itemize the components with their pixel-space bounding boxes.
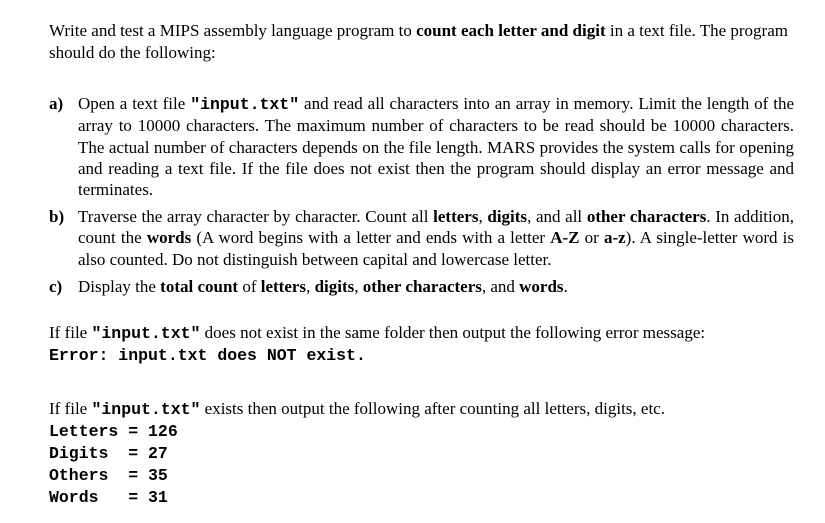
item-c-text-3: , bbox=[306, 277, 315, 296]
item-c-text-5: , and bbox=[481, 277, 520, 296]
missing-file-filename: "input.txt" bbox=[91, 324, 201, 343]
item-c-text-2: of bbox=[238, 277, 261, 296]
item-a-text-1: Open a text file bbox=[78, 94, 191, 113]
intro-text-2: in a text file. The program should do the following: bbox=[49, 21, 788, 62]
item-b-az-upper: A-Z bbox=[550, 228, 580, 248]
item-b-text-4: . In addition, count the bbox=[78, 207, 795, 248]
item-b-words: words bbox=[146, 228, 192, 248]
missing-file-paragraph bbox=[49, 322, 794, 345]
item-b-az-lower: a-z bbox=[603, 228, 626, 248]
item-c-text-6: . bbox=[563, 277, 568, 296]
error-message-line: Error: input.txt does NOT exist. bbox=[49, 346, 366, 365]
item-b-text-2: , bbox=[478, 207, 488, 226]
intro-text-1: Write and test a MIPS assembly language program to bbox=[49, 21, 417, 40]
item-b-digits: digits bbox=[487, 207, 528, 226]
item-c-total: total count bbox=[160, 277, 239, 296]
item-a-filename: "input.txt" bbox=[190, 95, 300, 114]
output-line-words: Words = 31 bbox=[49, 488, 168, 507]
existing-file-filename: "input.txt" bbox=[91, 400, 201, 419]
output-line-others: Others = 35 bbox=[49, 466, 168, 485]
item-c-other: other characters bbox=[362, 277, 482, 296]
item-c-digits: digits bbox=[314, 277, 355, 296]
item-c-text bbox=[78, 276, 794, 297]
item-c-text-4: , bbox=[354, 277, 363, 296]
item-b-text-6: or bbox=[579, 228, 604, 248]
output-line-digits: Digits = 27 bbox=[49, 444, 168, 463]
item-b bbox=[49, 206, 794, 270]
item-b-letters: letters bbox=[433, 207, 479, 226]
item-c bbox=[49, 276, 794, 297]
item-a-text bbox=[78, 93, 794, 200]
item-c-words: words bbox=[519, 277, 564, 296]
intro-paragraph bbox=[49, 20, 794, 63]
item-c-letters: letters bbox=[260, 277, 307, 296]
existing-file-text-2: exists then output the following after counting all letters, digits, etc. bbox=[200, 399, 665, 418]
item-a bbox=[49, 93, 794, 200]
missing-file-text-1: If file bbox=[49, 323, 92, 342]
existing-file-paragraph bbox=[49, 398, 794, 421]
item-a-label: a) bbox=[49, 94, 64, 113]
item-b-label: b) bbox=[49, 207, 65, 226]
item-a-text-2: and read all characters into an array in memory. Limit the length of the array to 10000 characters. The maximum number of characters to be read should be 10000 characters. The actual number of characters depends on the file length. MARS provides the system calls for opening and reading a text file. If the file does not exist then the program should display an error message and terminates. bbox=[78, 94, 795, 200]
intro-bold-phrase: count each letter and digit bbox=[416, 21, 606, 40]
item-c-label: c) bbox=[49, 277, 63, 296]
output-line-letters: Letters = 126 bbox=[49, 422, 178, 441]
item-b-other: other characters bbox=[586, 207, 707, 226]
item-b-text-1: Traverse the array character by character. Count all bbox=[78, 207, 434, 226]
existing-file-text-1: If file bbox=[49, 399, 92, 418]
item-c-text-1: Display the bbox=[78, 277, 161, 296]
item-b-text bbox=[78, 206, 794, 270]
missing-file-text-2: does not exist in the same folder then output the following error message: bbox=[200, 323, 706, 342]
item-b-text-7: ). A single-letter word is also counted. Do not distinguish between capital and lowercase letter. bbox=[78, 228, 794, 269]
item-b-text-5: (A word begins with a letter and ends with a letter bbox=[191, 228, 551, 248]
item-b-text-3: , and all bbox=[527, 207, 587, 226]
